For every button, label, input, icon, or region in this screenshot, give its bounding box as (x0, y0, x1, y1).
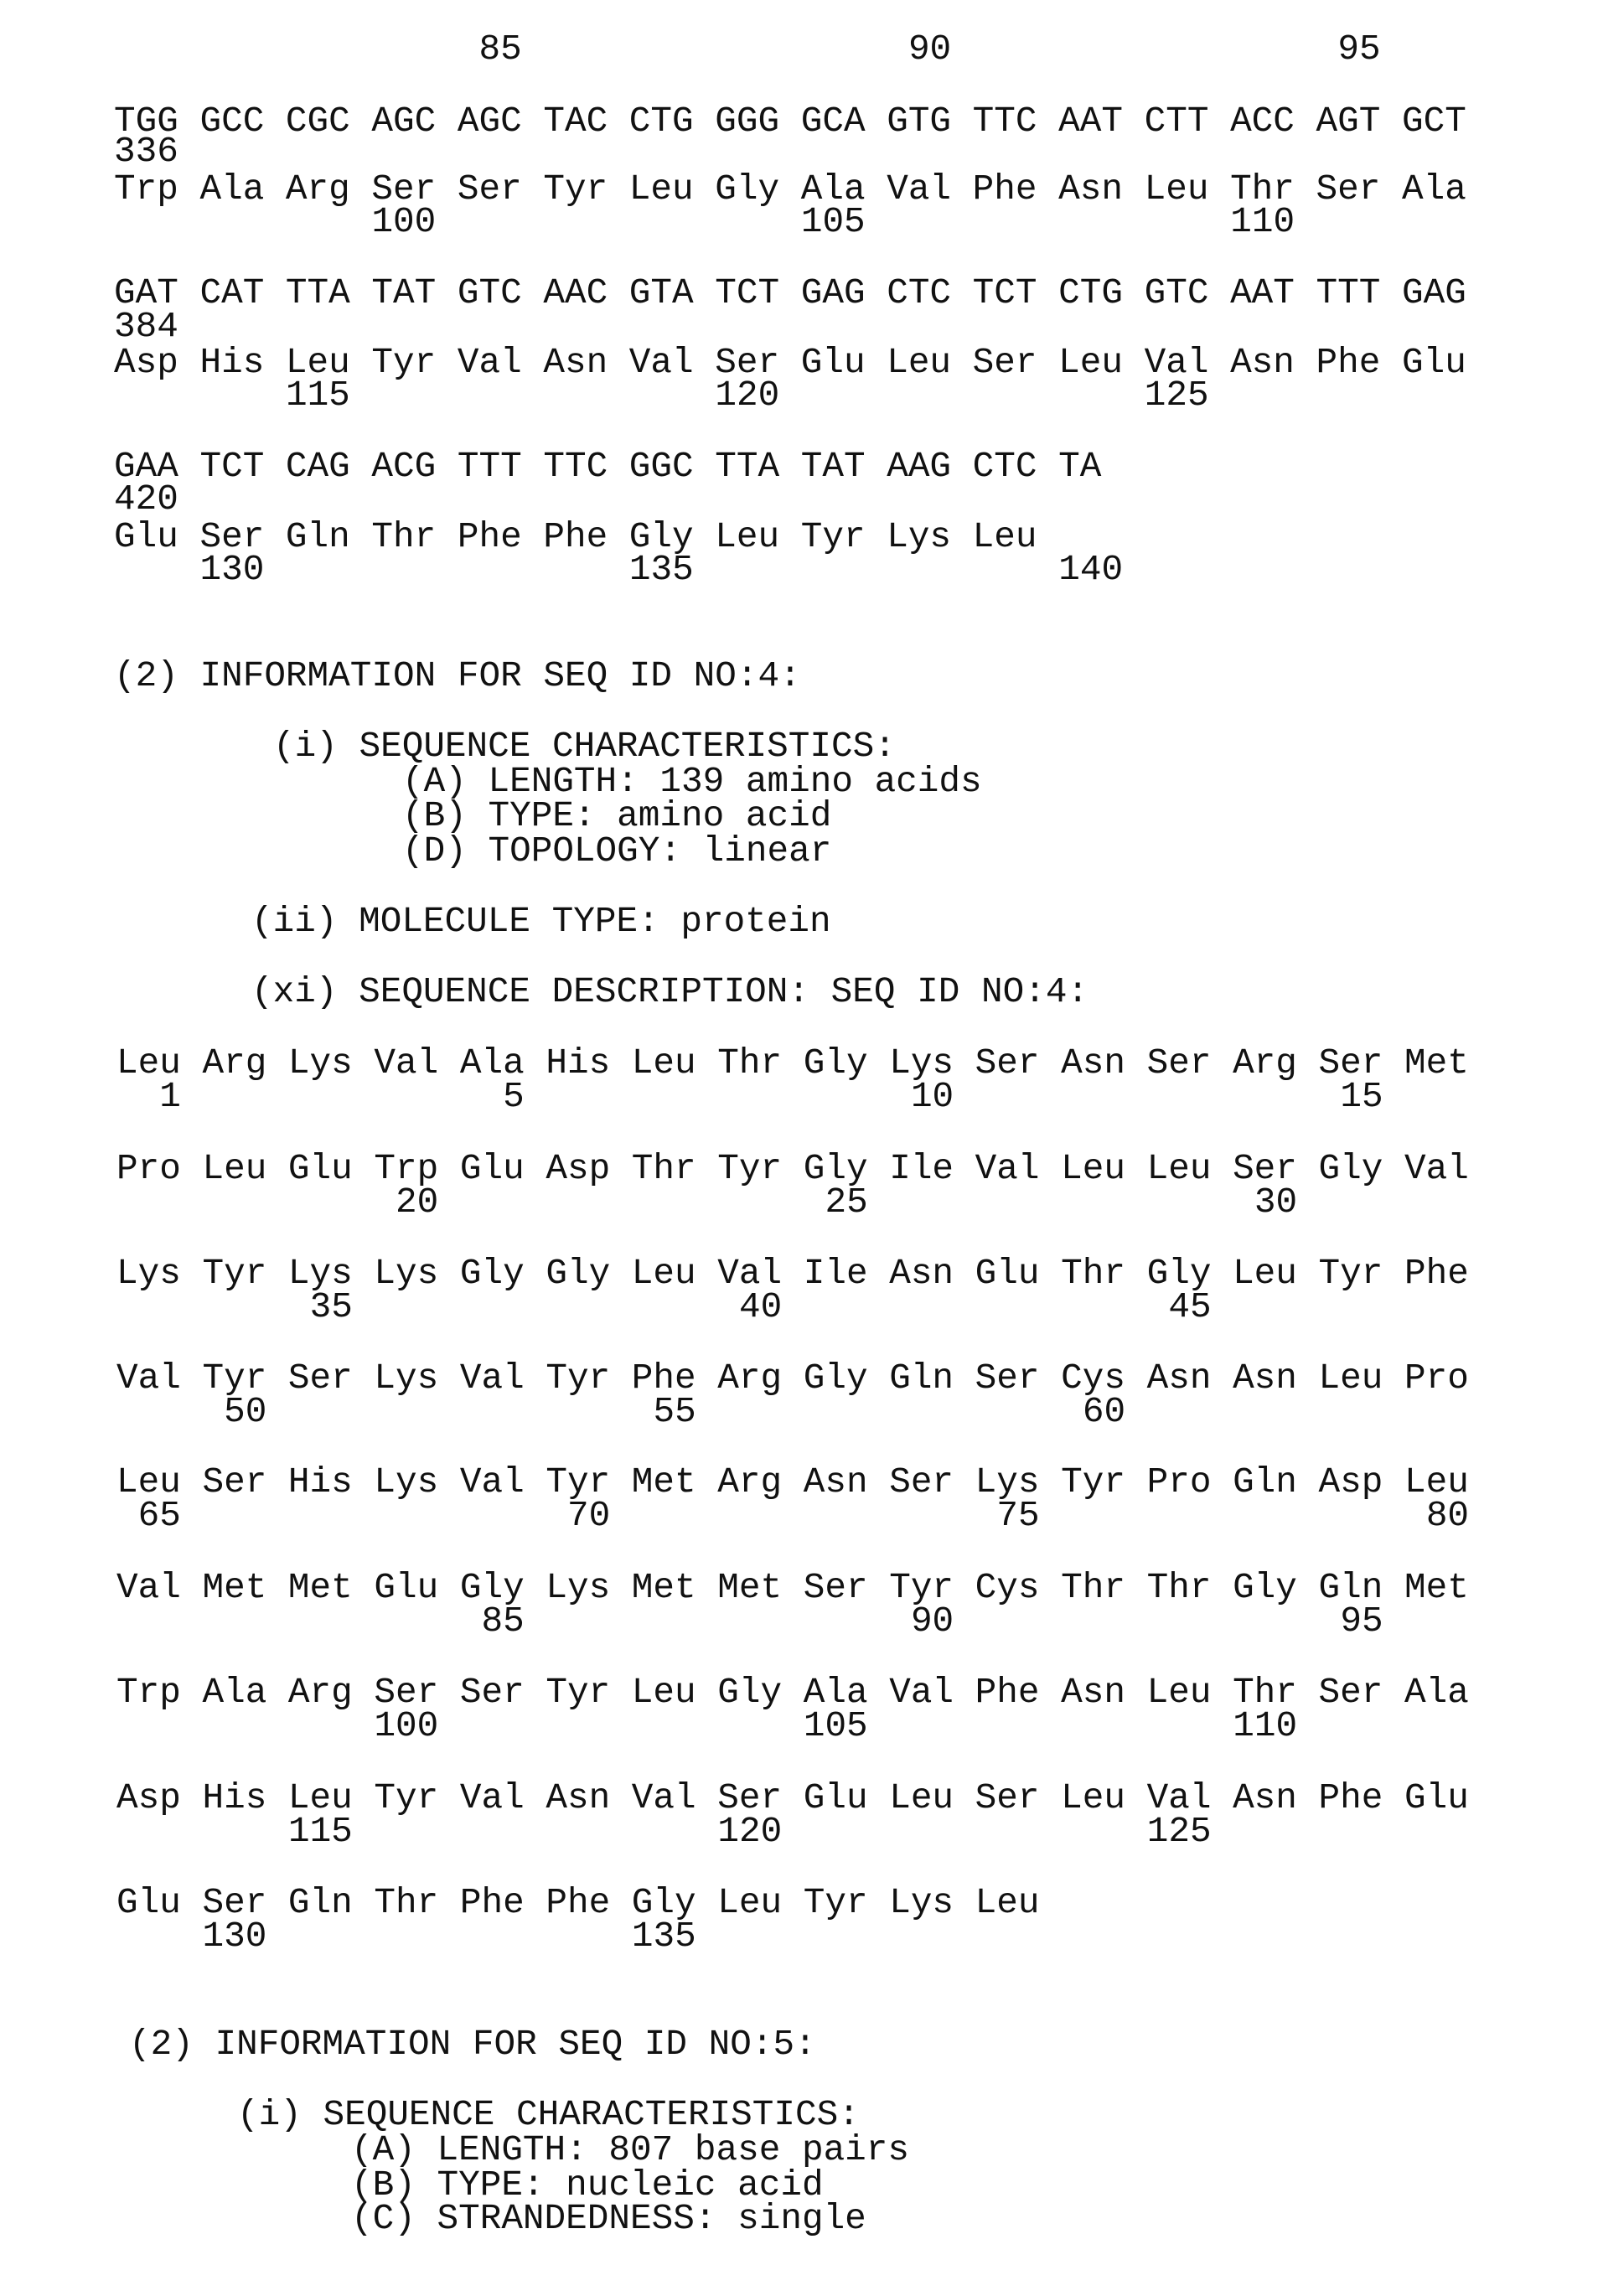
residue-number: 10 (911, 1079, 954, 1115)
strandedness-field: (C) STRANDEDNESS: single (351, 2201, 866, 2237)
sequence-description: (xi) SEQUENCE DESCRIPTION: SEQ ID NO:4: (251, 975, 1088, 1011)
residue-numbers (114, 552, 1538, 589)
residue-number: 50 (224, 1394, 266, 1430)
residue-number: 75 (996, 1498, 1039, 1534)
residue-number: 125 (1147, 1814, 1212, 1850)
characteristics-label: (i) SEQUENCE CHARACTERISTICS: (237, 2097, 860, 2133)
residue-number: 95 (1337, 32, 1380, 68)
residue-number: 125 (1145, 378, 1209, 414)
residue-numbers (116, 1604, 1541, 1641)
residue-number: 130 (199, 552, 264, 588)
protein-sequence-line: Trp Ala Arg Ser Ser Tyr Leu Gly Ala Val Phe Asn Leu Thr Ser Ala (116, 1675, 1469, 1711)
residue-number: 105 (801, 204, 866, 240)
protein-sequence-line: Glu Ser Gln Thr Phe Phe Gly Leu Tyr Lys Leu (114, 520, 1037, 556)
residue-number: 120 (717, 1814, 782, 1850)
residue-number: 35 (310, 1290, 353, 1326)
residue-numbers (116, 1185, 1541, 1222)
residue-numbers (116, 1394, 1541, 1431)
nucleotide-position: 420 (114, 482, 178, 518)
residue-number: 70 (567, 1498, 610, 1534)
residue-number: 95 (1340, 1604, 1383, 1640)
residue-number: 135 (632, 1919, 696, 1955)
residue-number: 55 (654, 1394, 696, 1430)
residue-number: 115 (286, 378, 350, 414)
type-field: (B) TYPE: amino acid (402, 799, 831, 835)
residue-numbers (116, 1290, 1541, 1326)
residue-number: 100 (371, 204, 436, 240)
residue-numbers (116, 1079, 1541, 1116)
residue-number: 90 (908, 32, 951, 68)
residue-number: 1 (159, 1079, 181, 1115)
nucleotide-position: 384 (114, 309, 178, 345)
residue-number: 25 (825, 1185, 867, 1221)
dna-sequence-line: GAA TCT CAG ACG TTT TTC GGC TTA TAT AAG CTC TA (114, 449, 1101, 485)
residue-number: 60 (1083, 1394, 1125, 1430)
residue-number: 15 (1340, 1079, 1383, 1115)
residue-number: 45 (1168, 1290, 1211, 1326)
residue-number: 65 (138, 1498, 181, 1534)
residue-numbers (116, 1919, 1541, 1956)
residue-number: 40 (739, 1290, 782, 1326)
residue-numbers (116, 1709, 1541, 1745)
residue-number: 20 (396, 1185, 438, 1221)
residue-number: 110 (1230, 204, 1295, 240)
dna-sequence-line: TGG GCC CGC AGC AGC TAC CTG GGG GCA GTG TTC AAT CTT ACC AGT GCT (114, 104, 1466, 140)
type-field: (B) TYPE: nucleic acid (351, 2168, 824, 2204)
length-field: (A) LENGTH: 807 base pairs (351, 2133, 909, 2169)
section-heading: (2) INFORMATION FOR SEQ ID NO:4: (114, 659, 801, 695)
protein-sequence-line: Pro Leu Glu Trp Glu Asp Thr Tyr Gly Ile Val Leu Leu Ser Gly Val (116, 1151, 1469, 1187)
protein-sequence-line: Asp His Leu Tyr Val Asn Val Ser Glu Leu Ser Leu Val Asn Phe Glu (116, 1781, 1469, 1817)
residue-number: 85 (479, 32, 522, 68)
residue-number: 120 (715, 378, 779, 414)
residue-numbers (114, 32, 1538, 69)
protein-sequence-line: Leu Ser His Lys Val Tyr Met Arg Asn Ser Lys Tyr Pro Gln Asp Leu (116, 1465, 1469, 1501)
residue-number: 140 (1058, 552, 1123, 588)
residue-number: 90 (911, 1604, 954, 1640)
molecule-type: (ii) MOLECULE TYPE: protein (251, 904, 831, 940)
topology-field: (D) TOPOLOGY: linear (402, 834, 831, 870)
residue-number: 85 (482, 1604, 525, 1640)
protein-sequence-line: Trp Ala Arg Ser Ser Tyr Leu Gly Ala Val Phe Asn Leu Thr Ser Ala (114, 172, 1466, 208)
length-field: (A) LENGTH: 139 amino acids (402, 764, 982, 800)
residue-number: 105 (804, 1709, 868, 1745)
protein-sequence-line: Leu Arg Lys Val Ala His Leu Thr Gly Lys Ser Asn Ser Arg Ser Met (116, 1046, 1469, 1082)
residue-number: 100 (374, 1709, 438, 1745)
residue-numbers (116, 1498, 1541, 1535)
residue-numbers (116, 1814, 1541, 1851)
residue-numbers (114, 378, 1538, 415)
section-heading: (2) INFORMATION FOR SEQ ID NO:5: (129, 2027, 816, 2063)
residue-number: 115 (288, 1814, 353, 1850)
nucleotide-position: 336 (114, 134, 178, 170)
protein-sequence-line: Lys Tyr Lys Lys Gly Gly Leu Val Ile Asn Glu Thr Gly Leu Tyr Phe (116, 1256, 1469, 1292)
residue-number: 30 (1254, 1185, 1297, 1221)
characteristics-label: (i) SEQUENCE CHARACTERISTICS: (273, 729, 896, 765)
residue-number: 110 (1233, 1709, 1297, 1745)
residue-number: 80 (1426, 1498, 1469, 1534)
residue-number: 5 (503, 1079, 525, 1115)
protein-sequence-line: Asp His Leu Tyr Val Asn Val Ser Glu Leu Ser Leu Val Asn Phe Glu (114, 345, 1466, 381)
residue-numbers (114, 204, 1538, 241)
dna-sequence-line: GAT CAT TTA TAT GTC AAC GTA TCT GAG CTC TCT CTG GTC AAT TTT GAG (114, 276, 1466, 312)
protein-sequence-line: Val Tyr Ser Lys Val Tyr Phe Arg Gly Gln Ser Cys Asn Asn Leu Pro (116, 1361, 1469, 1397)
residue-number: 135 (629, 552, 694, 588)
residue-number: 130 (202, 1919, 266, 1955)
protein-sequence-line: Glu Ser Gln Thr Phe Phe Gly Leu Tyr Lys Leu (116, 1885, 1040, 1921)
protein-sequence-line: Val Met Met Glu Gly Lys Met Met Ser Tyr Cys Thr Thr Gly Gln Met (116, 1570, 1469, 1606)
